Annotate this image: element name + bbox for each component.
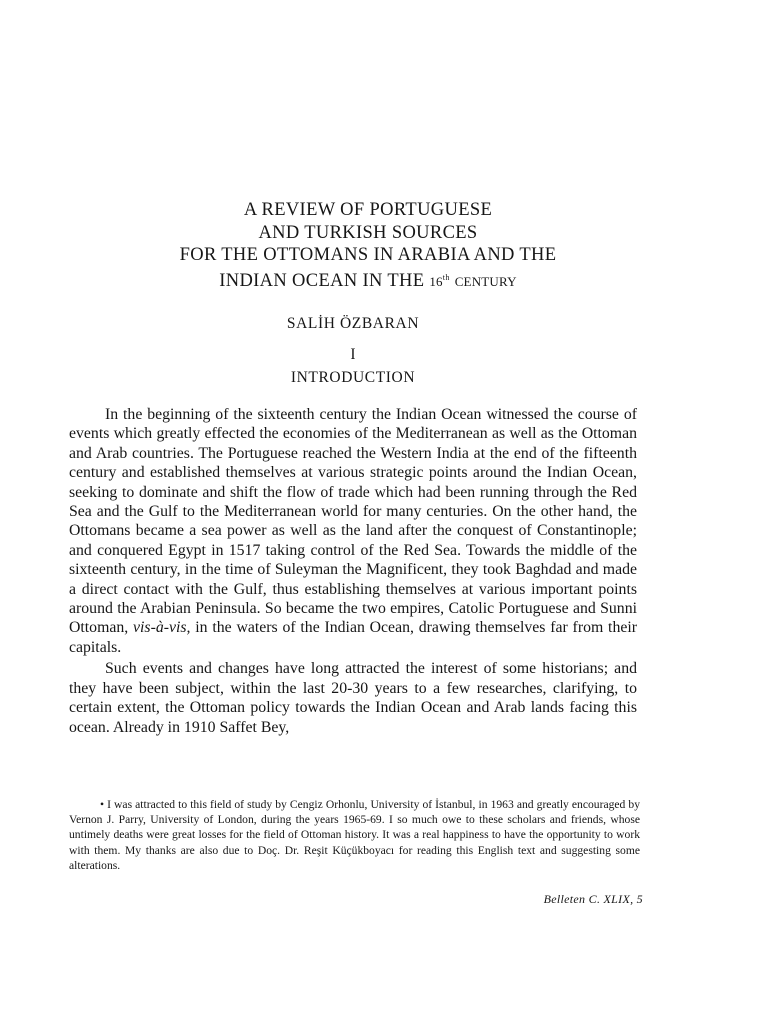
paragraph-1-italic: vis-à-vis, bbox=[133, 619, 191, 637]
title-line-3: FOR THE OTTOMANS IN ARABIA AND THE bbox=[179, 245, 557, 265]
author-name: SALİH ÖZBARAN bbox=[286, 315, 420, 332]
journal-signature: Belleten C. XLIX, 5 bbox=[543, 892, 643, 906]
paragraph-1-text-a: In the beginning of the sixteenth century the Indian Ocean witnessed the course of events which greatly effected the economies of the Mediterranean as well as the Ottoman and Arab countries. The Portuguese reached the Western India at the end of the fifteenth century and established themselves at various strategic points around the Indian Ocean, seeking to dominate and shift the flow of trade which had been running through the Red Sea and the Gulf to the Mediterranean world for many centuries. On the other hand, the Ottomans became a sea power as well as the land after the conquest of Constantinople; and conquered Egypt in 1517 taking control of the Red Sea. Towards the middle of the sixteenth century, in the time of Suleyman the Magnificent, they took Baghdad and made a direct contact with the Gulf, thus establishing themselves at various important points around the Arabian Peninsula. So became the two empires, Catolic Portuguese and Sunni Ottoman, bbox=[69, 406, 637, 637]
title-century-number: 16 bbox=[429, 273, 443, 289]
title-line-4 bbox=[0, 267, 736, 294]
section-heading: INTRODUCTION bbox=[290, 369, 416, 386]
title-line-2: AND TURKISH SOURCES bbox=[258, 222, 478, 243]
paragraph-1-text-b: in the waters of the Indian Ocean, drawing themselves far from their capitals. bbox=[69, 619, 638, 656]
body-text bbox=[69, 405, 637, 737]
paragraph-1 bbox=[69, 405, 637, 657]
title-line-1: A REVIEW OF PORTUGUESE bbox=[243, 200, 493, 220]
footnote-text: • I was attracted to this field of study by Cengiz Orhonlu, University of İstanbul, in 1963 and greatly encouraged by Vernon J. Parry, University of London, during the years 1965-69. I so much owe to these scholars and friends, whose untimely deaths were great losses for the field of Ottoman history. It was a real happiness to have the opportunity to work with them. My thanks are also due to Doç. Dr. Reşit Küçükboyacı for reading this English text and suggesting some alterations. bbox=[69, 798, 640, 872]
title-line-4-suffix: CENTURY bbox=[454, 273, 517, 289]
title-century-suffix: th bbox=[442, 272, 450, 282]
section-number: I bbox=[350, 346, 356, 363]
title-line-4-prefix: INDIAN OCEAN IN THE bbox=[219, 270, 425, 291]
footnote bbox=[69, 797, 640, 873]
article-title bbox=[0, 199, 736, 293]
paragraph-2: Such events and changes have long attracted the interest of some historians; and they have been subject, within the last 20-30 years to a few researches, clarifying, to certain extent, the Ottoman policy towards the Indian Ocean and Arab lands facing this ocean. Already in 1910 Saffet Bey, bbox=[69, 660, 637, 736]
